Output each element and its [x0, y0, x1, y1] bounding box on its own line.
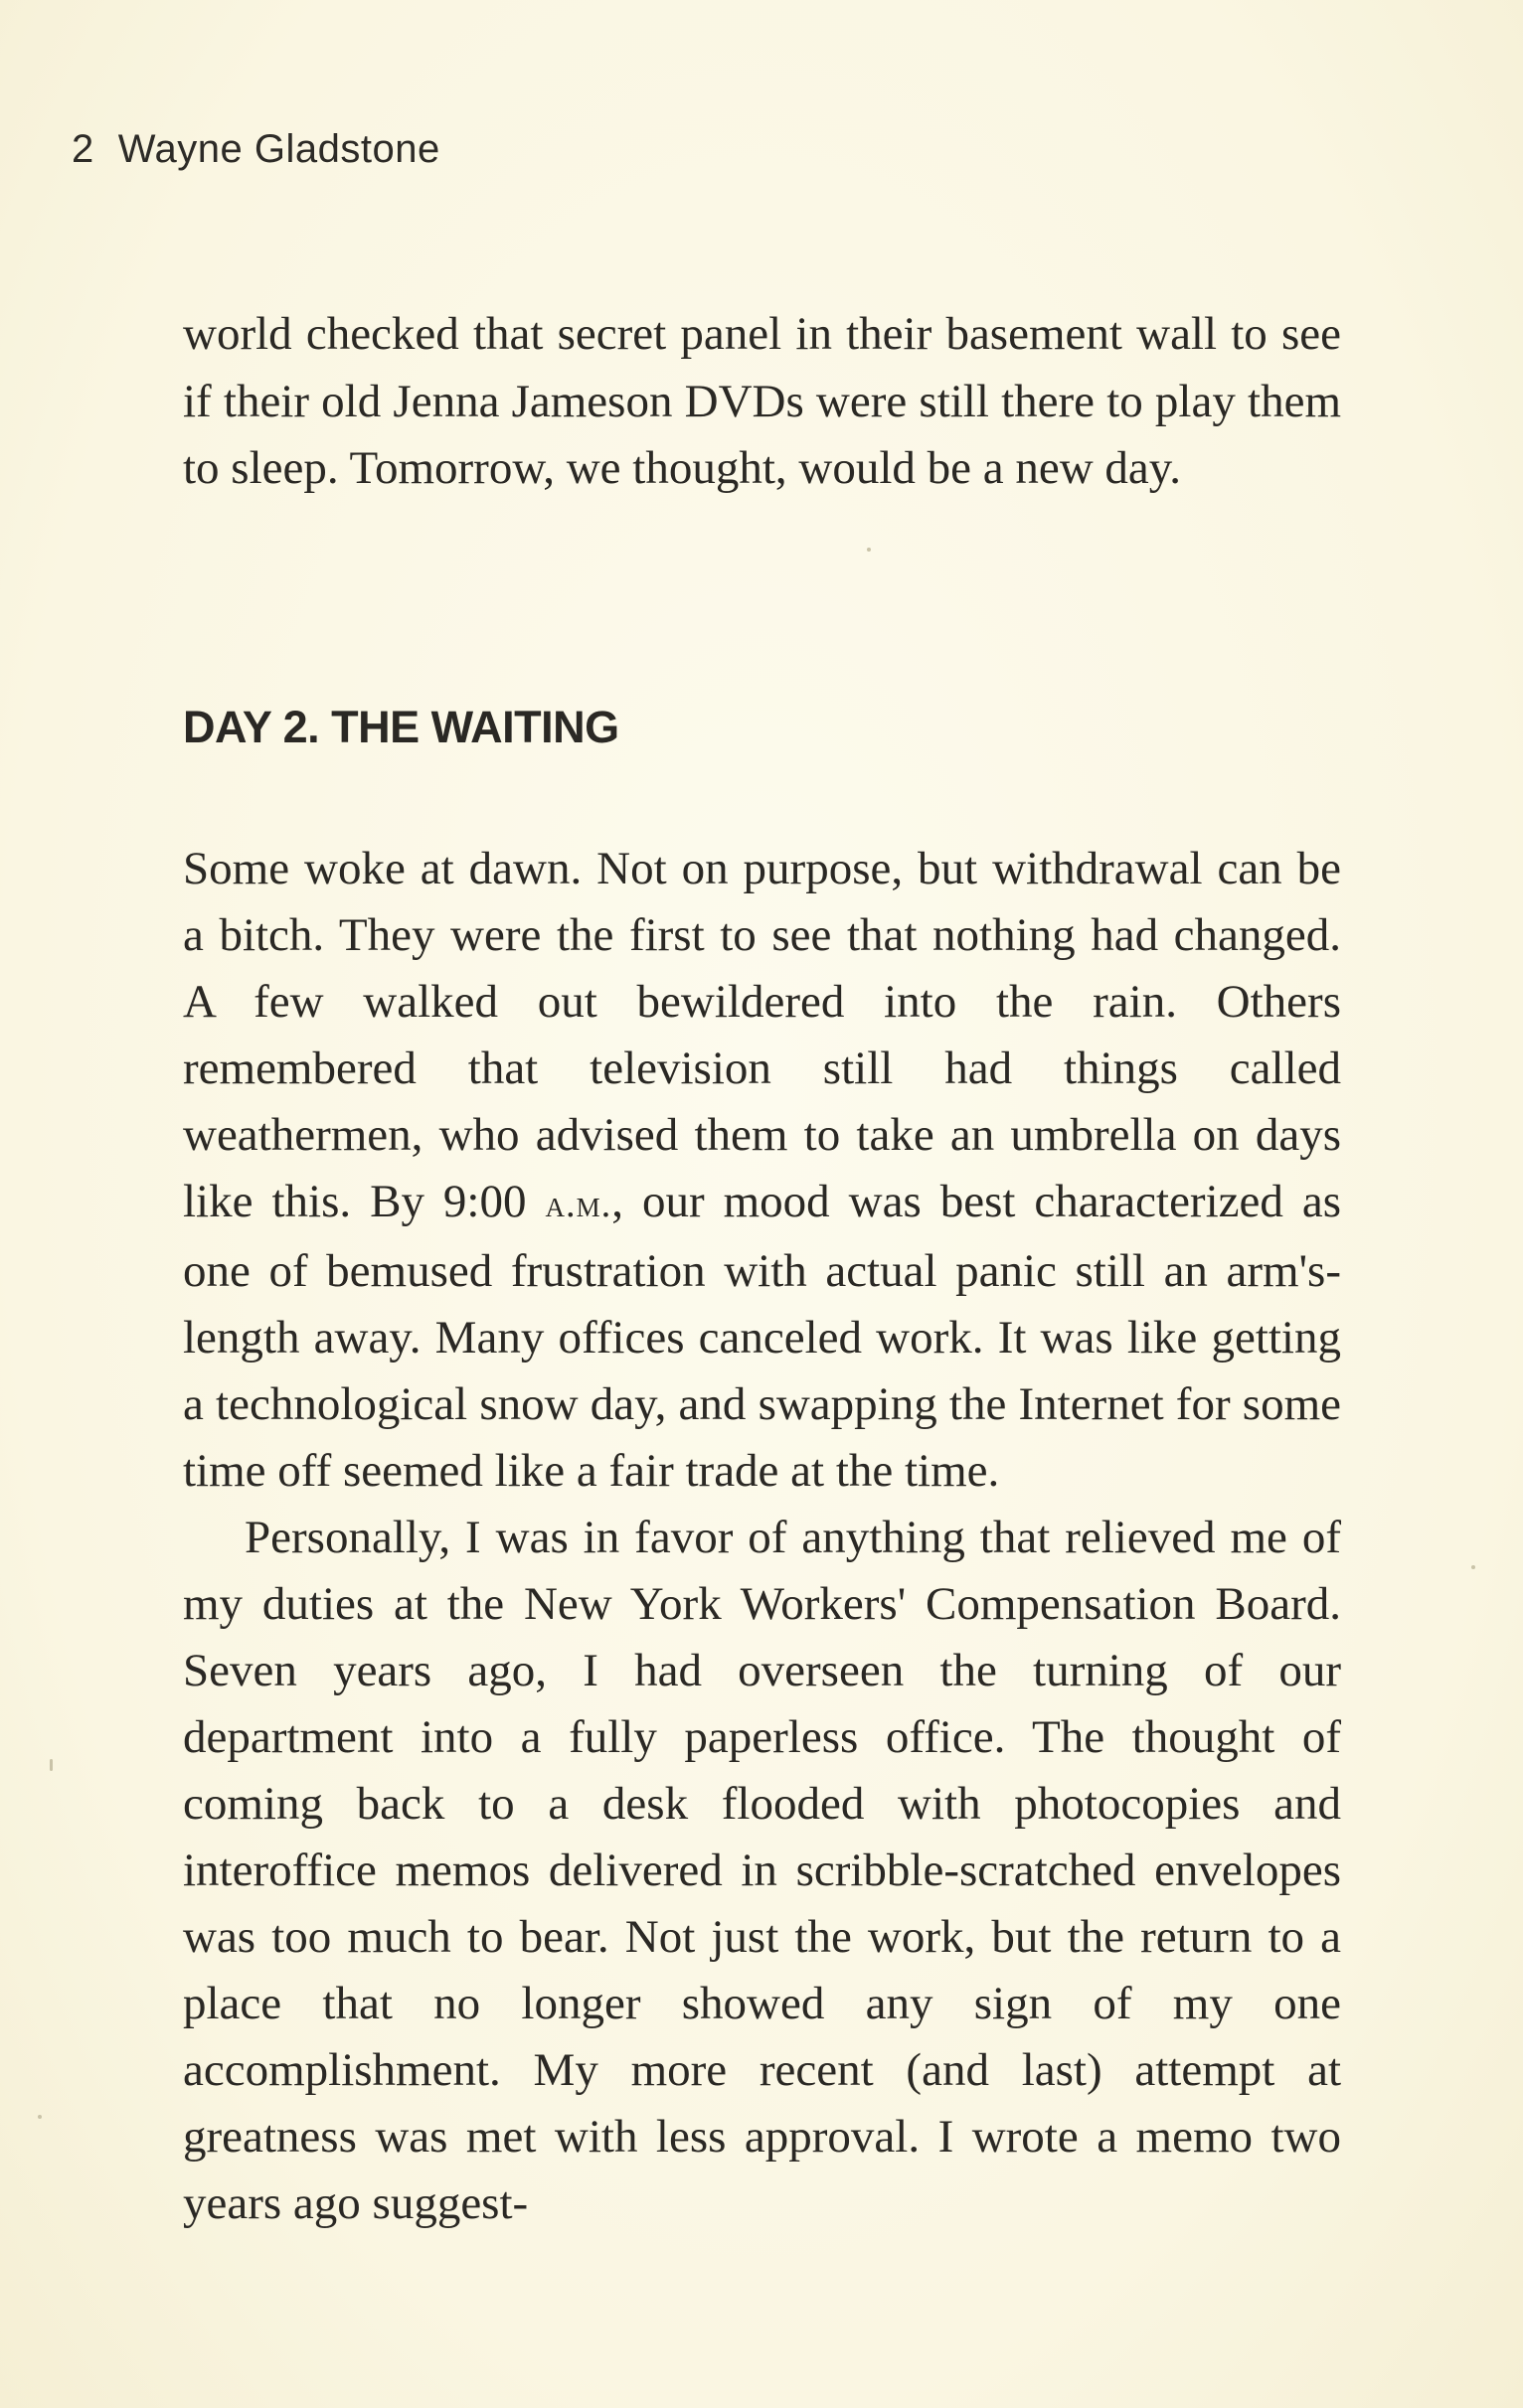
- section-body: [183, 836, 1341, 2237]
- section-paragraph-1: [183, 836, 1341, 1505]
- section-paragraph-1-part-2: , our mood was best characterized as one of bemused frustration with actual panic still an arm's-length away. Many offices canceled work. It was like getting a technological snow day, and swapping the Internet for some time off seemed like a fair trade at the time.: [183, 1176, 1341, 1497]
- section-paragraph-1-part-1: Some woke at dawn. Not on purpose, but withdrawal can be a bitch. They were the first to see that nothing had changed. A few walked out bewildered into the rain. Others remembered that television still had things called weathermen, who advised them to take an umbrella on days like this. By 9:00: [183, 843, 1341, 1227]
- paper-speck: [1471, 1565, 1475, 1569]
- paper-speck: [38, 2115, 42, 2119]
- paper-speck: [50, 1759, 53, 1771]
- paper-speck: [867, 548, 871, 552]
- section-heading: DAY 2. THE WAITING: [183, 702, 619, 752]
- time-suffix: a.m.: [545, 1184, 612, 1225]
- continued-paragraph-block: [183, 301, 1341, 503]
- page-number: 2: [72, 127, 94, 171]
- running-head: [72, 127, 440, 172]
- continued-paragraph: world checked that secret panel in their basement wall to see if their old Jenna Jameson DVDs were still there to play them to sleep. Tomorrow, we thought, would be a new day.: [183, 308, 1341, 494]
- section-paragraph-2: Personally, I was in favor of anything that relieved me of my duties at the New York Workers' Compensation Board. Seven years ago, I had overseen the turning of our department into a fully paperless office. The thought of coming back to a desk flooded with photocopies and interoffice memos delivered in scribble-scratched envelopes was too much to bear. Not just the work, but the return to a place that no longer showed any sign of my one accomplishment. My more recent (and last) attempt at greatness was met with less approval. I wrote a memo two years ago suggest-: [183, 1512, 1341, 2229]
- running-head-author: Wayne Gladstone: [117, 127, 440, 171]
